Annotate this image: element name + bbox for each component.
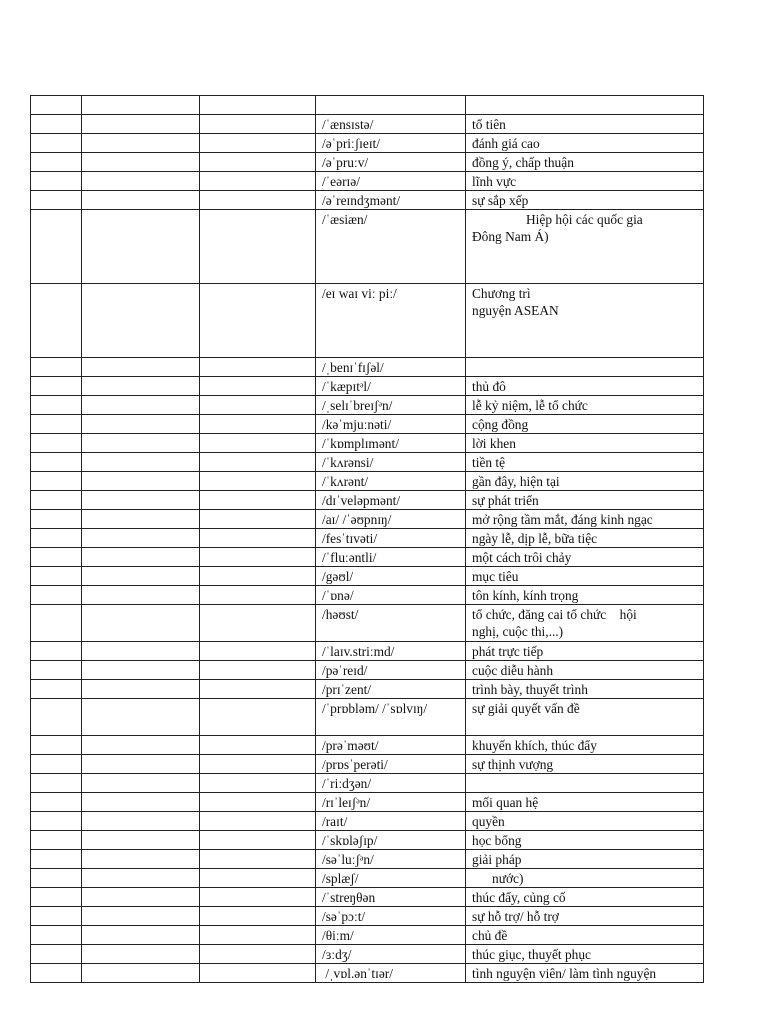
table-cell [82, 210, 200, 284]
table-cell [200, 191, 316, 210]
table-cell [82, 945, 200, 964]
table-cell [82, 115, 200, 134]
meaning-cell: tình nguyện viên/ làm tình nguyện [466, 964, 704, 983]
ipa-cell: /θiːm/ [316, 926, 466, 945]
table-cell [82, 888, 200, 907]
meaning-cell: sự hỗ trợ/ hỗ trợ [466, 907, 704, 926]
table-row [31, 888, 704, 907]
table-cell [82, 774, 200, 793]
table-cell [82, 96, 200, 115]
table-cell [31, 907, 82, 926]
ipa-cell: /ˌbenɪˈfɪʃəl/ [316, 358, 466, 377]
meaning-cell [466, 210, 704, 284]
table-cell [31, 812, 82, 831]
ipa-cell: /gəʊl/ [316, 567, 466, 586]
table-cell [82, 548, 200, 567]
table-row [31, 661, 704, 680]
table-cell [82, 850, 200, 869]
meaning-cell [466, 358, 704, 377]
meaning-cell: thủ đô [466, 377, 704, 396]
table-row [31, 850, 704, 869]
ipa-cell: /ˈfluːəntli/ [316, 548, 466, 567]
table-cell [31, 415, 82, 434]
meaning-cell [466, 869, 704, 888]
table-cell [200, 680, 316, 699]
table-row [31, 831, 704, 850]
ipa-cell: /əˈpriːʃɪeɪt/ [316, 134, 466, 153]
table-cell [82, 153, 200, 172]
table-cell [82, 869, 200, 888]
table-cell [200, 831, 316, 850]
table-cell [200, 567, 316, 586]
table-cell [82, 434, 200, 453]
table-cell [82, 755, 200, 774]
table-cell [31, 453, 82, 472]
table-cell [31, 396, 82, 415]
meaning-cell: mở rộng tầm mắt, đáng kinh ngạc [466, 510, 704, 529]
table-cell [82, 926, 200, 945]
table-cell [200, 736, 316, 755]
table-cell [31, 736, 82, 755]
table-cell [200, 548, 316, 567]
meaning-cell: chủ đề [466, 926, 704, 945]
meaning-line: tổ chức, đăng cai tổ chức hội [472, 607, 637, 622]
table-row [31, 210, 704, 284]
table-cell [200, 491, 316, 510]
table-cell [200, 926, 316, 945]
table-cell [200, 529, 316, 548]
table-cell [200, 453, 316, 472]
table-cell [82, 680, 200, 699]
table-row [31, 548, 704, 567]
ipa-cell: /prəˈməʊt/ [316, 736, 466, 755]
meaning-cell: mối quan hệ [466, 793, 704, 812]
table-cell [200, 774, 316, 793]
table-row [31, 642, 704, 661]
ipa-cell: /ˌselɪˈbreɪʃᵊn/ [316, 396, 466, 415]
table-cell [31, 755, 82, 774]
table-cell [200, 415, 316, 434]
meaning-cell: thúc giục, thuyết phục [466, 945, 704, 964]
ipa-cell: /ˈriːdʒən/ [316, 774, 466, 793]
ipa-cell: /ˈkʌrənsi/ [316, 453, 466, 472]
meaning-cell: sự thịnh vượng [466, 755, 704, 774]
table-cell [82, 567, 200, 586]
table-cell [82, 964, 200, 983]
table-cell [82, 415, 200, 434]
meaning-text: nước) [492, 871, 524, 886]
table-cell [200, 964, 316, 983]
meaning-line: Hiệp hội các quốc gia [526, 212, 643, 227]
table-cell [31, 377, 82, 396]
meaning-cell: trình bày, thuyết trình [466, 680, 704, 699]
table-cell [31, 774, 82, 793]
ipa-cell: /ˈænsɪstə/ [316, 115, 466, 134]
table-cell [200, 510, 316, 529]
meaning-cell: lĩnh vực [466, 172, 704, 191]
table-cell [31, 642, 82, 661]
table-row [31, 491, 704, 510]
table-cell [31, 434, 82, 453]
table-cell [82, 907, 200, 926]
meaning-cell: lễ kỷ niệm, lễ tổ chức [466, 396, 704, 415]
meaning-cell: học bổng [466, 831, 704, 850]
meaning-cell: thúc đẩy, củng cố [466, 888, 704, 907]
table-row [31, 153, 704, 172]
meaning-cell: lời khen [466, 434, 704, 453]
table-row [31, 96, 704, 115]
ipa-cell: /ˈɒnə/ [316, 586, 466, 605]
table-row [31, 172, 704, 191]
ipa-cell: /ˈstreŋθən [316, 888, 466, 907]
meaning-cell [466, 96, 704, 115]
table-cell [31, 869, 82, 888]
ipa-cell: /dɪˈveləpmənt/ [316, 491, 466, 510]
table-cell [200, 869, 316, 888]
table-row [31, 529, 704, 548]
table-cell [31, 831, 82, 850]
ipa-cell: /prɪˈzent/ [316, 680, 466, 699]
meaning-cell: đồng ý, chấp thuận [466, 153, 704, 172]
table-row [31, 736, 704, 755]
table-row [31, 964, 704, 983]
table-cell [82, 793, 200, 812]
table-cell [31, 153, 82, 172]
table-cell [31, 472, 82, 491]
table-cell [200, 907, 316, 926]
meaning-cell: sự phát triển [466, 491, 704, 510]
table-row [31, 755, 704, 774]
meaning-cell: giải pháp [466, 850, 704, 869]
table-cell [200, 358, 316, 377]
table-cell [200, 945, 316, 964]
table-cell [82, 736, 200, 755]
table-cell [31, 115, 82, 134]
meaning-cell: mục tiêu [466, 567, 704, 586]
table-cell [31, 699, 82, 736]
ipa-cell: /ˈkæpɪtᵊl/ [316, 377, 466, 396]
table-cell [31, 548, 82, 567]
meaning-cell: sự giải quyết vấn đề [466, 699, 704, 736]
table-row [31, 945, 704, 964]
table-row [31, 699, 704, 736]
table-cell [31, 134, 82, 153]
table-row [31, 115, 704, 134]
table-row [31, 869, 704, 888]
table-cell [82, 699, 200, 736]
table-cell [200, 472, 316, 491]
ipa-cell: /həʊst/ [316, 605, 466, 642]
ipa-cell: /raɪt/ [316, 812, 466, 831]
table-cell [31, 926, 82, 945]
table-cell [200, 888, 316, 907]
table-cell [82, 586, 200, 605]
table-cell [31, 96, 82, 115]
table-row [31, 907, 704, 926]
ipa-cell: /ˈeərɪə/ [316, 172, 466, 191]
table-cell [31, 661, 82, 680]
meaning-cell: ngày lễ, dịp lễ, bữa tiệc [466, 529, 704, 548]
ipa-cell: /ɜːdʒ/ [316, 945, 466, 964]
ipa-cell: /əˈreɪndʒmənt/ [316, 191, 466, 210]
table-cell [200, 434, 316, 453]
table-cell [200, 755, 316, 774]
meaning-cell: quyền [466, 812, 704, 831]
table-cell [200, 396, 316, 415]
table-cell [82, 134, 200, 153]
table-cell [82, 510, 200, 529]
table-row [31, 510, 704, 529]
table-cell [82, 642, 200, 661]
table-cell [200, 153, 316, 172]
meaning-cell [466, 774, 704, 793]
ipa-cell: /ˈkʌrənt/ [316, 472, 466, 491]
meaning-cell [466, 605, 704, 642]
table-cell [200, 172, 316, 191]
ipa-cell: /splæʃ/ [316, 869, 466, 888]
ipa-cell: /rɪˈleɪʃᵊn/ [316, 793, 466, 812]
table-cell [31, 567, 82, 586]
table-cell [82, 377, 200, 396]
table-cell [31, 680, 82, 699]
table-row [31, 396, 704, 415]
table-cell [31, 491, 82, 510]
table-cell [31, 793, 82, 812]
vocabulary-table [30, 95, 704, 983]
meaning-cell: tôn kính, kính trọng [466, 586, 704, 605]
ipa-cell: /ˈlaɪv.striːmd/ [316, 642, 466, 661]
table-cell [82, 453, 200, 472]
table-cell [31, 850, 82, 869]
ipa-cell: /ˌvɒl.ənˈtɪər/ [316, 964, 466, 983]
table-row [31, 586, 704, 605]
table-cell [31, 284, 82, 358]
table-row [31, 926, 704, 945]
table-cell [82, 605, 200, 642]
table-row [31, 358, 704, 377]
table-cell [31, 172, 82, 191]
meaning-line: Đông Nam Á) [472, 229, 549, 244]
ipa-cell: /ˈskɒləʃɪp/ [316, 831, 466, 850]
table-cell [31, 210, 82, 284]
table-row [31, 415, 704, 434]
meaning-cell: sự sắp xếp [466, 191, 704, 210]
table-cell [200, 699, 316, 736]
meaning-line: nghị, cuộc thi,...) [472, 624, 564, 639]
table-row [31, 284, 704, 358]
meaning-line: Chương trì [472, 286, 531, 301]
meaning-cell: cuộc diễu hành [466, 661, 704, 680]
table-row [31, 567, 704, 586]
table-cell [200, 586, 316, 605]
ipa-cell: /prɒsˈperəti/ [316, 755, 466, 774]
meaning-cell: khuyến khích, thúc đẩy [466, 736, 704, 755]
table-cell [200, 812, 316, 831]
table-cell [200, 605, 316, 642]
table-row [31, 812, 704, 831]
ipa-cell: /pəˈreɪd/ [316, 661, 466, 680]
meaning-cell: tiền tệ [466, 453, 704, 472]
ipa-cell [316, 96, 466, 115]
table-cell [31, 586, 82, 605]
table-cell [200, 96, 316, 115]
table-cell [82, 358, 200, 377]
meaning-cell: tổ tiên [466, 115, 704, 134]
table-cell [200, 377, 316, 396]
table-row [31, 191, 704, 210]
table-row [31, 472, 704, 491]
table-cell [82, 472, 200, 491]
table-cell [200, 115, 316, 134]
table-cell [200, 210, 316, 284]
meaning-cell: phát trực tiếp [466, 642, 704, 661]
table-cell [31, 510, 82, 529]
ipa-cell: /səˈpɔːt/ [316, 907, 466, 926]
table-cell [82, 191, 200, 210]
table-row [31, 793, 704, 812]
table-cell [200, 793, 316, 812]
meaning-cell: một cách trôi chảy [466, 548, 704, 567]
table-cell [31, 358, 82, 377]
table-cell [82, 172, 200, 191]
meaning-cell: gần đây, hiện tại [466, 472, 704, 491]
table-cell [82, 812, 200, 831]
table-row [31, 434, 704, 453]
table-cell [31, 888, 82, 907]
table-cell [31, 964, 82, 983]
table-row [31, 605, 704, 642]
meaning-cell [466, 284, 704, 358]
table-cell [200, 642, 316, 661]
table-row [31, 377, 704, 396]
table-cell [82, 284, 200, 358]
ipa-cell: /əˈpruːv/ [316, 153, 466, 172]
table-cell [31, 191, 82, 210]
table-cell [31, 529, 82, 548]
ipa-cell: /ˈprɒbləm/ /ˈsɒlvɪŋ/ [316, 699, 466, 736]
table-row [31, 680, 704, 699]
table-row [31, 774, 704, 793]
ipa-cell: /aɪ/ /ˈəʊpnɪŋ/ [316, 510, 466, 529]
table-cell [200, 284, 316, 358]
table-cell [200, 134, 316, 153]
meaning-line: nguyện ASEAN [472, 303, 559, 318]
table-cell [82, 529, 200, 548]
meaning-cell: cộng đồng [466, 415, 704, 434]
table-cell [82, 661, 200, 680]
ipa-cell: /səˈluːʃᵊn/ [316, 850, 466, 869]
ipa-cell: /ˈæsiæn/ [316, 210, 466, 284]
meaning-cell: đánh giá cao [466, 134, 704, 153]
table-cell [82, 396, 200, 415]
table-row [31, 453, 704, 472]
table-cell [82, 831, 200, 850]
ipa-cell: /eɪ waɪ viː piː/ [316, 284, 466, 358]
table-cell [82, 491, 200, 510]
ipa-cell: /kəˈmjuːnəti/ [316, 415, 466, 434]
ipa-cell: /ˈkɒmplɪmənt/ [316, 434, 466, 453]
table-cell [31, 945, 82, 964]
table-cell [31, 605, 82, 642]
table-cell [200, 850, 316, 869]
table-cell [200, 661, 316, 680]
ipa-cell: /fesˈtɪvəti/ [316, 529, 466, 548]
table-row [31, 134, 704, 153]
